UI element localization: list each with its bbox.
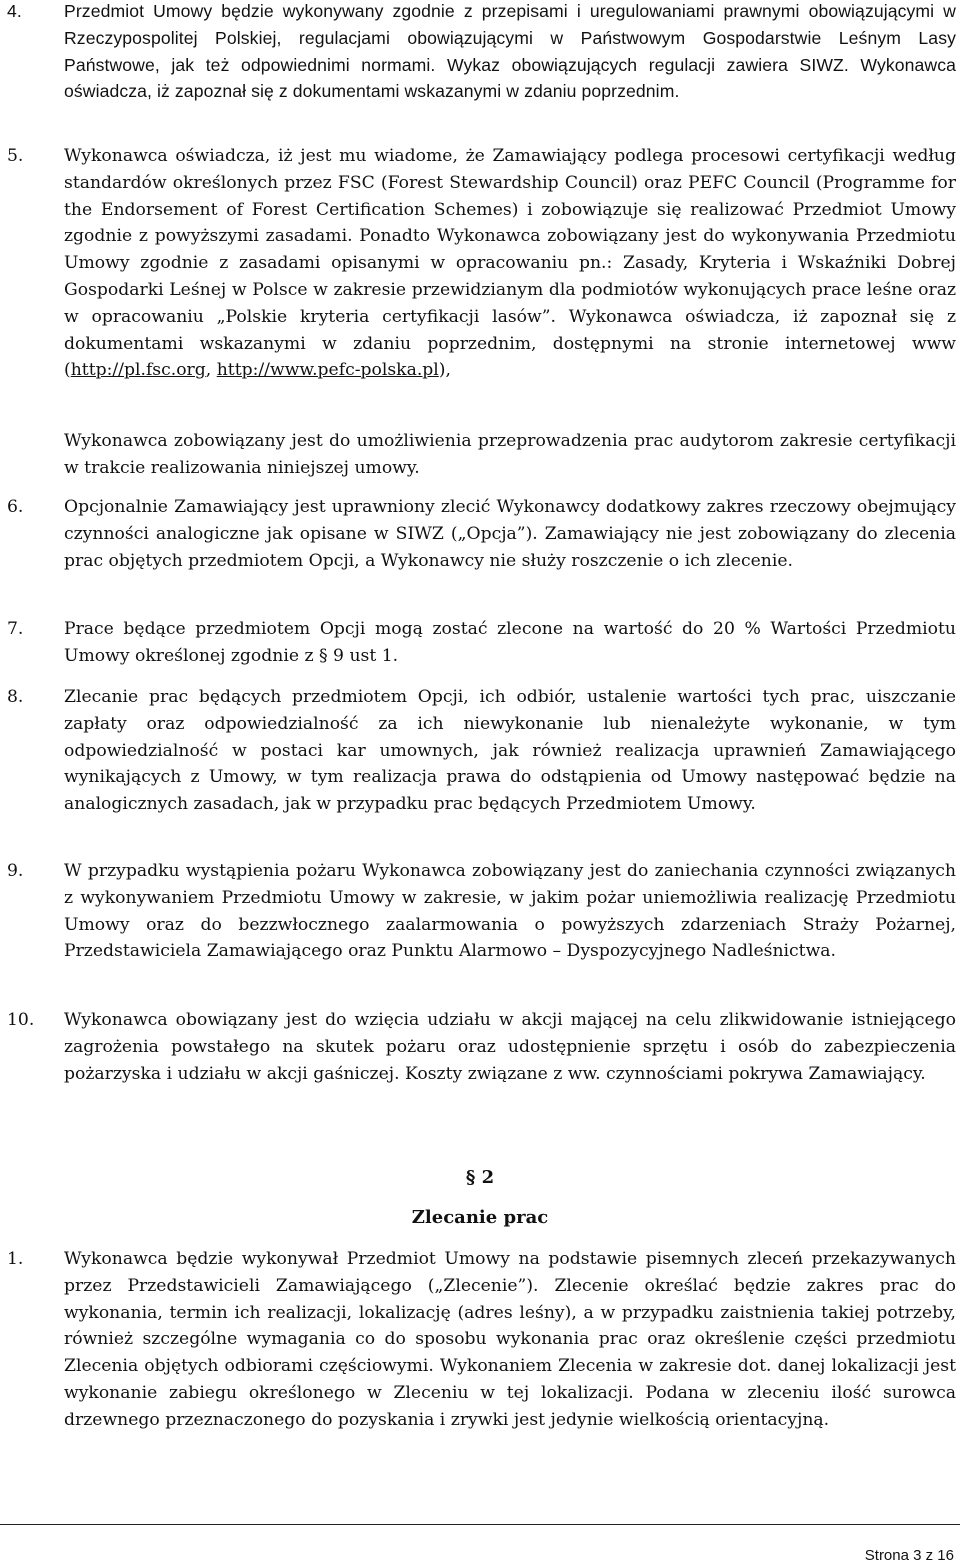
- clause-8: [0, 684, 960, 818]
- clause-9: [0, 858, 960, 965]
- clause-number: 6.: [7, 497, 24, 517]
- page-number: Strona 3 z 16: [864, 1547, 954, 1564]
- clause-text: Zlecanie prac będących przedmiotem Opcji, ich odbiór, ustalenie wartości tych prac, uiszczanie zapłaty oraz odpowiedzialność za ich niewykonanie lub nienależyte wykonanie, w tym odpowiedzialność w postaci kar umownych, jak również realizacja uprawnień Zamawiającego wynikających z Umowy, w tym realizacja prawa do odstąpienia od Umowy następować będzie na analogicznych zasadach, jak w przypadku prac będących Przedmiotem Umowy.: [64, 687, 956, 815]
- fsc-link[interactable]: http://pl.fsc.org: [70, 360, 206, 381]
- clause-number: 7.: [7, 619, 24, 639]
- clause-10: [0, 1007, 960, 1087]
- section-2-clause-1: [0, 1246, 960, 1434]
- clause-text: Wykonawca będzie wykonywał Przedmiot Umowy na podstawie pisemnych zleceń przekazywanych przez Przedstawicieli Zamawiającego („Zlecenie”). Zlecenie określać będzie zakres prac do wykonania, termin ich realizacji, lokalizację (adres leśny), a w przypadku zaistnienia takiej potrzeby, również szczególne wymagania co do sposobu wykonania prac oraz określenie części przedmiotu Zlecenia objętych odbiorami częściowymi. Wykonaniem Zlecenia w zakresie dot. danej lokalizacji jest wykonanie zabiegu określonego w Zleceniu w tej lokalizacji. Podana w zleceniu ilość surowca drzewnego przeznaczonego do pozyskania i zrywki jest jedynie wielkością orientacyjną.: [64, 1249, 956, 1430]
- link-separator: ,: [205, 360, 217, 381]
- clause-text: Przedmiot Umowy będzie wykonywany zgodnie z przepisami i uregulowaniami prawnymi obowiązującymi w Rzeczypospolitej Polskiej, regulacjami obowiązującymi w Państwowym Gospodarstwie Leśnym Lasy Państwowe, jak też odpowiednimi normami. Wykaz obowiązujących regulacji zawiera SIWZ. Wykonawca oświadcza, iż zapoznał się z dokumentami wskazanymi w zdaniu poprzednim.: [64, 1, 956, 102]
- clause-6: [0, 494, 960, 574]
- clause-text: [64, 143, 956, 384]
- clause-5: [0, 143, 960, 384]
- clause-number: 8.: [7, 687, 24, 707]
- clause-4: [0, 0, 960, 105]
- clause-text: Wykonawca obowiązany jest do wzięcia udziału w akcji mającej na celu zlikwidowanie istniejącego zagrożenia powstałego na skutek pożaru oraz udostępnienie sprzętu i osób do zabezpieczenia pożarzyska i udziału w akcji gaśniczej. Koszty związane z ww. czynnościami pokrywa Zamawiający.: [64, 1010, 956, 1084]
- clause-7: [0, 616, 960, 670]
- clause-text: Opcjonalnie Zamawiający jest uprawniony zlecić Wykonawcy dodatkowy zakres rzeczowy obejmujący czynności analogiczne jak opisane w SIWZ („Opcja”). Zamawiający nie jest zobowiązany do zlecenia prac objętych przedmiotem Opcji, a Wykonawcy nie służy roszczenie o ich zlecenie.: [64, 497, 956, 571]
- clause-number: 10.: [7, 1010, 35, 1030]
- clause-number: 1.: [7, 1249, 24, 1269]
- clause-5-audit-paragraph: Wykonawca zobowiązany jest do umożliwienia przeprowadzenia prac audytorom zakresie certyfikacji w trakcie realizowania niniejszej umowy.: [64, 431, 956, 478]
- clause-text-main: Wykonawca oświadcza, iż jest mu wiadome, że Zamawiający podlega procesowi certyfikacji według standardów określonych przez FSC (Forest Stewardship Council) oraz PEFC Council (Programme for the Endorsement of Forest Certification Schemes) i zobowiązuje się realizować Przedmiot Umowy zgodnie z powyższymi zasadami. Ponadto Wykonawca zobowiązany jest do wykonywania Przedmiotu Umowy zgodnie z zasadami opisanymi w opracowaniu pn.: Zasady, Kryteria i Wskaźniki Dobrej Gospodarki Leśnej w Polsce w zakresie przewidzianym dla podmiotów wykonujących prace leśne oraz w opracowaniu „Polskie kryteria certyfikacji lasów”. Wykonawca oświadcza, iż zapoznał się z dokumentami wskazanymi w zdaniu poprzednim, dostępnymi na stronie internetowej www (: [64, 146, 956, 381]
- clause-number: 5.: [7, 146, 24, 166]
- clause-number: 4.: [7, 1, 22, 21]
- clause-number: 9.: [7, 861, 24, 881]
- section-2-sign: § 2: [465, 1167, 495, 1188]
- clause-text: W przypadku wystąpienia pożaru Wykonawca zobowiązany jest do zaniechania czynności związanych z wykonywaniem Przedmiotu Umowy w zakresie, w jakim pożar uniemożliwia realizację Przedmiotu Umowy oraz do bezzwłocznego zaalarmowania o powyższych zdarzeniach Straży Pożarnej, Przedstawiciela Zamawiającego oraz Punktu Alarmowo – Dyspozycyjnego Nadleśnictwa.: [64, 861, 956, 962]
- clause-text-end: ),: [438, 360, 451, 381]
- section-2-title: Zlecanie prac: [411, 1207, 549, 1228]
- pefc-link[interactable]: http://www.pefc-polska.pl: [216, 360, 439, 381]
- footer-divider: [0, 1524, 960, 1525]
- clause-text: Prace będące przedmiotem Opcji mogą zostać zlecone na wartość do 20 % Wartości Przedmiotu Umowy określonej zgodnie z § 9 ust 1.: [64, 619, 956, 666]
